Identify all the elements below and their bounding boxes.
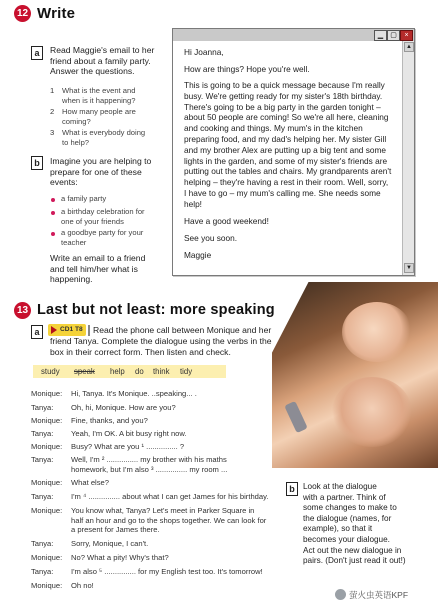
bullet-icon bbox=[51, 232, 55, 236]
speaker-name: Monique: bbox=[31, 442, 63, 451]
dialogue-text: Oh, hi, Monique. How are you? bbox=[71, 403, 176, 412]
email-line: and my brother Alex are putting up a big tent and some bbox=[184, 144, 387, 155]
dialogue-text: Well, I'm ² ............... my brother with his maths bbox=[71, 455, 227, 464]
word-box-item: study bbox=[41, 367, 60, 376]
dialogue-text: I'm also ⁵ ............... for my English test too. It's tomorrow! bbox=[71, 567, 263, 576]
task-12b-letter: b bbox=[31, 156, 43, 170]
task-12b-closing bbox=[50, 253, 145, 285]
close-icon[interactable]: × bbox=[400, 30, 413, 41]
email-line: busy. We're getting ready for my sister's 18th birthday. bbox=[184, 90, 383, 101]
word-box-item: tidy bbox=[180, 367, 193, 376]
instruction-line: friend Tanya. Complete the dialogue using the verbs in the bbox=[50, 336, 272, 346]
question-number: 1 bbox=[50, 86, 55, 95]
scroll-down-icon[interactable]: ▼ bbox=[404, 263, 414, 273]
dialogue-text: No? What a pity! Why's that? bbox=[71, 553, 169, 562]
word-box-item: do bbox=[135, 367, 144, 376]
email-line: preparing food, and my dad's helping her. My sister Gill bbox=[184, 133, 387, 144]
speaker-name: Tanya: bbox=[31, 567, 54, 576]
word-box-item: think bbox=[153, 367, 170, 376]
speaker-name: Monique: bbox=[31, 553, 63, 562]
question-number: 2 bbox=[50, 107, 55, 116]
instruction-line: events: bbox=[50, 177, 78, 188]
divider bbox=[88, 325, 90, 336]
instruction-line: pairs. (Don't just read it out!) bbox=[303, 556, 406, 566]
dialogue-text: I'm ⁴ ............... about what I can get James for his birthday. bbox=[71, 492, 269, 501]
speaker-name: Monique: bbox=[31, 506, 63, 515]
instruction-line: box in their correct form. Then listen and check. bbox=[50, 347, 231, 357]
speaker-name: Tanya: bbox=[31, 455, 54, 464]
speaker-name: Monique: bbox=[31, 389, 63, 398]
speaker-name: Monique: bbox=[31, 416, 63, 425]
email-line: and cooking and things. My mum's in the kitchen bbox=[184, 123, 363, 134]
email-signoff: See you soon. bbox=[184, 233, 238, 243]
task-12b-instruction bbox=[50, 156, 151, 188]
instruction-line: Write an email to a friend bbox=[50, 253, 146, 263]
dialogue-text: homework, but I'm also ³ ............... my room ... bbox=[71, 464, 228, 474]
word-box-item: speak bbox=[74, 367, 95, 376]
watermark-text: 萤火虫英语KPF bbox=[349, 590, 409, 600]
email-line: I have to go – my mum's calling me. She needs some bbox=[184, 187, 381, 198]
photo-face bbox=[342, 302, 412, 362]
task-12a-instruction bbox=[50, 45, 154, 77]
email-line: This is going to be a quick message because I'm really bbox=[184, 80, 385, 90]
dialogue-text: What else? bbox=[71, 478, 109, 487]
photo-girls-on-phone bbox=[272, 282, 438, 468]
task-13b-letter: b bbox=[286, 482, 298, 496]
email-line: There's going to be a big party in the garden tonight – bbox=[184, 101, 381, 112]
task-12a-letter: a bbox=[31, 46, 43, 60]
email-scrollbar[interactable] bbox=[402, 41, 414, 275]
speaker-name: Tanya: bbox=[31, 403, 54, 412]
bullet-icon bbox=[51, 211, 55, 215]
dialogue-text: Hi, Tanya. It's Monique. ..speaking... . bbox=[71, 389, 197, 398]
dialogue-text: Sorry, Monique, I can't. bbox=[71, 539, 149, 548]
question-line: How many people are bbox=[62, 107, 136, 116]
section-12-number: 12 bbox=[14, 5, 31, 22]
dialogue-text: You know what, Tanya? Let's meet in Parker Square in bbox=[71, 506, 255, 515]
instruction-line: Act out the new dialogue in bbox=[303, 545, 402, 555]
email-line: lights in the garden, and some of my sister's friends are bbox=[184, 155, 388, 166]
bullet-icon bbox=[51, 198, 55, 202]
play-icon bbox=[51, 326, 57, 334]
email-opening: How are things? Hope you're well. bbox=[184, 64, 310, 74]
watermark-logo-icon bbox=[335, 589, 346, 600]
instruction-line: some changes to make to bbox=[303, 503, 397, 513]
section-13-title: Last but not least: more speaking bbox=[37, 302, 275, 318]
email-line: about 50 people are coming! So we're all here, cleaning bbox=[184, 112, 389, 123]
task-13b-text bbox=[303, 482, 433, 567]
question-number: 3 bbox=[50, 128, 55, 137]
bullet-line: a goodbye party for your bbox=[61, 228, 144, 237]
dialogue-text: Fine, thanks, and you? bbox=[71, 416, 148, 425]
instruction-line: happening. bbox=[50, 274, 93, 285]
scroll-up-icon[interactable]: ▲ bbox=[404, 42, 414, 52]
email-window bbox=[172, 28, 415, 276]
speaker-name: Monique: bbox=[31, 581, 63, 590]
instruction-line: with a partner. Think of bbox=[303, 492, 386, 502]
question-line: What is everybody doing bbox=[62, 128, 146, 137]
bullet-line: teacher bbox=[61, 237, 87, 247]
question-line: to help? bbox=[62, 137, 90, 147]
instruction-line: friend about a family party. bbox=[50, 55, 151, 66]
email-line: helping – they're having a rest in their room. Well, sorry, bbox=[184, 177, 389, 188]
instruction-line: Look at the dialogue bbox=[303, 482, 377, 491]
email-greeting: Hi Joanna, bbox=[184, 47, 224, 57]
photo-face bbox=[332, 377, 412, 447]
speaker-name: Monique: bbox=[31, 478, 63, 487]
email-closing: Have a good weekend! bbox=[184, 216, 269, 226]
email-signature: Maggie bbox=[184, 250, 212, 260]
email-line: putting out the tables and chairs. My grandparents aren't bbox=[184, 166, 392, 177]
instruction-line: Imagine you are helping to bbox=[50, 156, 152, 166]
instruction-line: becomes your dialogue. bbox=[303, 534, 390, 544]
bullet-item bbox=[61, 228, 171, 247]
instruction-line: Answer the questions. bbox=[50, 66, 135, 77]
dialogue-text: a present for James there. bbox=[71, 525, 160, 535]
task-13a-letter: a bbox=[31, 325, 43, 339]
bullet-line: a family party bbox=[61, 194, 107, 203]
section-12-title: Write bbox=[37, 5, 76, 22]
bullet-item bbox=[61, 207, 171, 226]
audio-track-badge[interactable] bbox=[48, 324, 86, 336]
track-label: CD1 T8 bbox=[60, 326, 83, 333]
word-box bbox=[33, 365, 226, 378]
email-line: help! bbox=[184, 198, 202, 209]
bullet-line: a birthday celebration for bbox=[61, 207, 145, 216]
question-line: What is the event and bbox=[62, 86, 136, 95]
bullet-item bbox=[61, 194, 171, 204]
word-box-item: help bbox=[110, 367, 125, 376]
question-line: when is it happening? bbox=[62, 95, 136, 105]
speaker-name: Tanya: bbox=[31, 492, 54, 501]
maximize-icon[interactable]: ▢ bbox=[387, 30, 400, 41]
section-13-number: 13 bbox=[14, 302, 31, 319]
instruction-line: Read the phone call between Monique and her bbox=[93, 325, 272, 335]
bullet-line: one of your friends bbox=[61, 216, 124, 226]
instruction-line: example), so that it bbox=[303, 524, 373, 534]
watermark bbox=[335, 588, 435, 602]
instruction-line: the dialogue (names, for bbox=[303, 513, 392, 523]
instruction-line: Read Maggie's email to her bbox=[50, 45, 155, 55]
question-line: coming? bbox=[62, 116, 91, 126]
dialogue-text: half an hour and go to the shops together. We can look for bbox=[71, 515, 267, 525]
dialogue-text: Oh no! bbox=[71, 581, 94, 590]
instruction-line: prepare for one of these bbox=[50, 166, 142, 177]
speaker-name: Tanya: bbox=[31, 539, 54, 548]
speaker-name: Tanya: bbox=[31, 429, 54, 438]
email-body bbox=[184, 80, 396, 210]
dialogue-text: Yeah, I'm OK. A bit busy right now. bbox=[71, 429, 187, 438]
minimize-icon[interactable]: ▁ bbox=[374, 30, 387, 41]
instruction-line: and tell him/her what is bbox=[50, 263, 138, 274]
dialogue-text: Busy? What are you ¹ ............... ? bbox=[71, 442, 185, 451]
